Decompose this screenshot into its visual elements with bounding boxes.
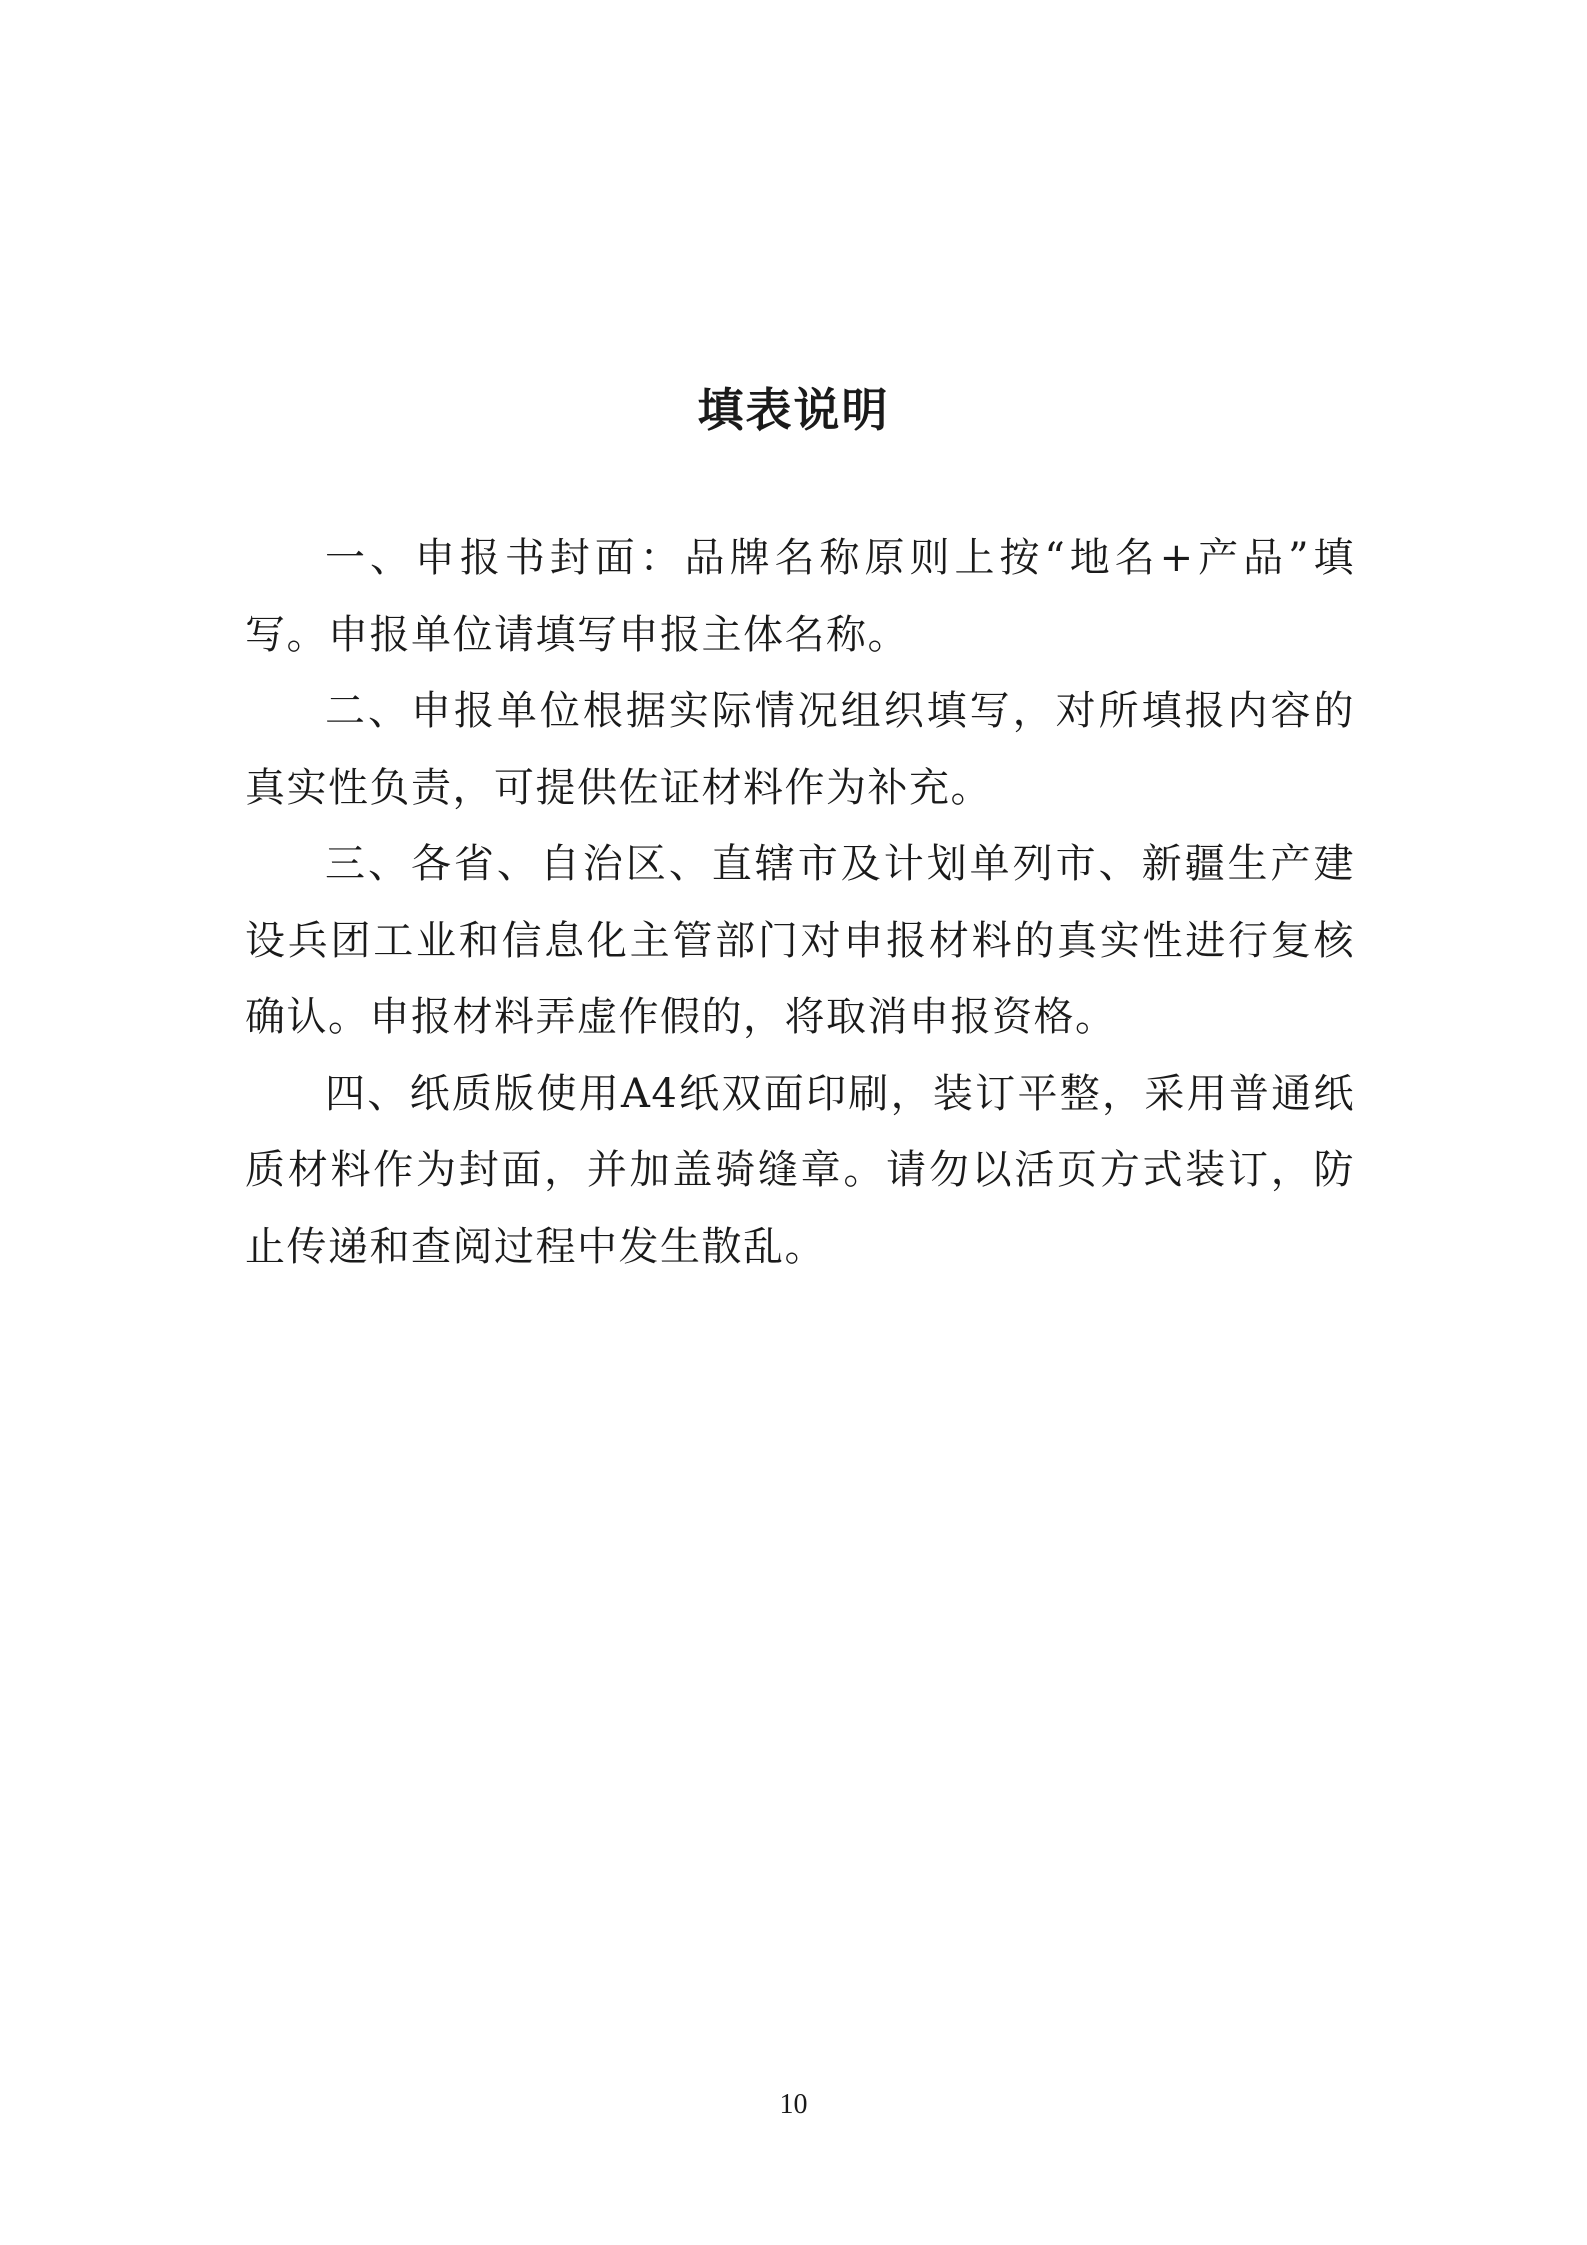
instruction-paragraph-2: 二、申报单位根据实际情况组织填写，对所填报内容的真实性负责，可提供佐证材料作为补充。 — [245, 688, 1355, 811]
document-title: 填表说明 — [697, 383, 890, 437]
instruction-paragraph-4: 四、纸质版使用A4纸双面印刷，装订平整，采用普通纸质材料作为封面，并加盖骑缝章。请勿以活页方式装订，防止传递和查阅过程中发生散乱。 — [245, 1070, 1355, 1270]
instruction-paragraph-1: 一、申报书封面：品牌名称原则上按“地名+产品”填写。申报单位请填写申报主体名称。 — [245, 535, 1355, 658]
instruction-paragraph-3: 三、各省、自治区、直辖市及计划单列市、新疆生产建设兵团工业和信息化主管部门对申报材料的真实性进行复核确认。申报材料弄虚作假的，将取消申报资格。 — [245, 841, 1355, 1040]
page-number: 10 — [779, 2089, 808, 2120]
instructions-body — [245, 520, 1355, 1285]
